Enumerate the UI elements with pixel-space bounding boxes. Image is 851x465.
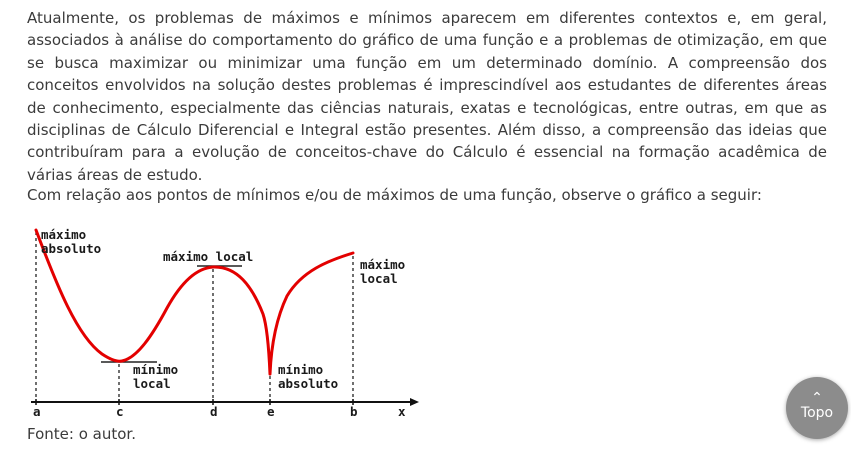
label-min-absolute-1: mínimo: [278, 362, 324, 377]
label-max-absolute-1: máximo: [41, 227, 87, 242]
label-max-local-right-1: máximo: [360, 257, 406, 272]
tick-label-b: b: [350, 404, 358, 419]
label-max-local-top: máximo local: [163, 249, 254, 264]
chevron-up-icon: ⌃: [811, 390, 823, 406]
tick-label-d: d: [210, 404, 218, 419]
tick-label-e: e: [267, 404, 275, 419]
function-graph-figure: [27, 226, 423, 419]
label-min-local-1: mínimo: [133, 362, 179, 377]
tick-label-c: c: [116, 404, 124, 419]
axis-variable-x: x: [398, 404, 406, 419]
label-max-local-right-2: local: [360, 271, 398, 286]
intro-paragraph: Atualmente, os problemas de máximos e mínimos aparecem em diferentes contextos e, em geral, associados à análise do comportamento do gráfico de uma função e a problemas de otimização, em que se busca maximizar ou minimizar uma função em um determinado domínio. A compreensão dos conceitos envolvidos na solução destes problemas é imprescindível aos estudantes de diferentes áreas de conhecimento, especialmente das ciências naturais, exatas e tecnológicas, entre outras, em que as disciplinas de Cálculo Diferencial e Integral estão presentes. Além disso, a compreensão das ideias que contribuíram para a evolução de conceitos-chave do Cálculo é essencial na formação acadêmica de várias áreas de estudo.: [27, 9, 827, 184]
label-min-absolute-2: absoluto: [278, 376, 339, 391]
label-min-local-2: local: [133, 376, 171, 391]
figure-source: Fonte: o autor.: [27, 425, 136, 443]
x-axis-arrow: [410, 398, 419, 406]
back-to-top-button[interactable]: [786, 377, 848, 439]
question-text: Com relação aos pontos de mínimos e/ou de máximos de uma função, observe o gráfico a seguir:: [27, 186, 762, 204]
label-max-absolute-2: absoluto: [41, 241, 102, 256]
function-graph: [27, 226, 423, 419]
back-to-top-label: Topo: [800, 405, 834, 421]
tick-label-a: a: [33, 404, 41, 419]
